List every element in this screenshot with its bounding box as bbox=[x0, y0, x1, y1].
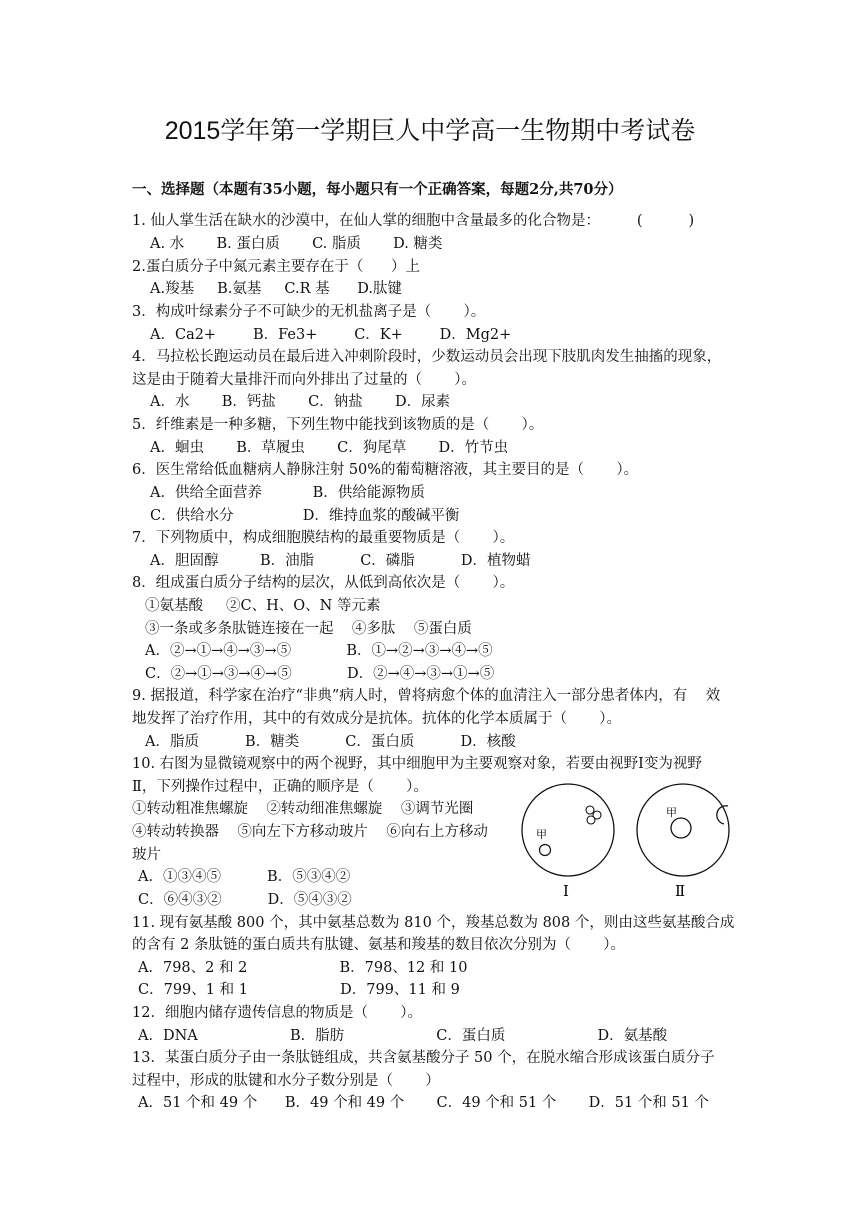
option-line: A．供给全面营养 B．供给能源物质 bbox=[150, 485, 425, 501]
microscope-views-figure bbox=[518, 778, 744, 908]
cell-cluster-c bbox=[587, 816, 595, 824]
option-line: 玻片 bbox=[132, 847, 161, 863]
question-line: 10. 右图为显微镜观察中的两个视野，其中细胞甲为主要观察对象，若要由视野Ⅰ变为视野 bbox=[132, 756, 702, 772]
view-2-label: Ⅱ bbox=[675, 882, 686, 900]
question-line: 6．医生常给低血糖病人静脉注射 50%的葡萄糖溶液，其主要目的是（ ）。 bbox=[132, 462, 639, 478]
question-line: 过程中，形成的肽键和水分子数分别是（ ） bbox=[132, 1073, 440, 1089]
option-line: C．799、1 和 1 D．799、11 和 9 bbox=[138, 982, 460, 998]
option-line: ④转动转换器 ⑤向左下方移动玻片 ⑥向右上方移动 bbox=[132, 824, 488, 840]
option-line: A. 水 B. 蛋白质 C. 脂质 D. 糖类 bbox=[150, 236, 443, 252]
cell-label-2: 甲 bbox=[666, 806, 677, 819]
question-line: 12．细胞内储存遗传信息的物质是（ ）。 bbox=[132, 1005, 422, 1021]
option-line: C．⑥④③② D．⑤④③② bbox=[138, 892, 352, 908]
question-line: 1. 仙人掌生活在缺水的沙漠中，在仙人掌的细胞中含量最多的化合物是： ( ) bbox=[132, 213, 695, 229]
question-line: 5．纤维素是一种多糖，下列生物中能找到该物质的是（ ）。 bbox=[132, 417, 544, 433]
question-line: 8．组成蛋白质分子结构的层次，从低到高依次是（ ）。 bbox=[132, 575, 515, 591]
question-line: 地发挥了治疗作用，其中的有效成分是抗体。抗体的化学本质属于（ ）。 bbox=[132, 711, 622, 727]
section-heading: 一、选择题（本题有35小题，每小题只有一个正确答案，每题2分,共70分） bbox=[132, 181, 623, 198]
question-line: 这是由于随着大量排汗而向外排出了过量的（ ）。 bbox=[132, 372, 477, 388]
option-line: C．②→①→③→④→⑤ D．②→④→③→①→⑤ bbox=[145, 666, 495, 682]
option-line: A．水 B．钙盐 C．钠盐 D．尿素 bbox=[150, 394, 451, 410]
question-line: 13．某蛋白质分子由一条肽链组成，共含氨基酸分子 50 个，在脱水缩合形成该蛋白质分子 bbox=[132, 1050, 715, 1066]
option-line: C．供给水分 D．维持血浆的酸碱平衡 bbox=[150, 508, 460, 524]
option-line: A．②→①→④→③→⑤ B．①→②→③→④→⑤ bbox=[145, 643, 493, 659]
option-line: A．798、2 和 2 B．798、12 和 10 bbox=[138, 960, 468, 976]
option-line: A．Ca2+ B．Fe3+ C．K+ D．Mg2+ bbox=[150, 327, 512, 343]
cell-jia-small bbox=[540, 845, 551, 856]
option-line: A．DNA B．脂肪 C．蛋白质 D．氨基酸 bbox=[138, 1028, 668, 1044]
view-2-circle bbox=[637, 784, 729, 876]
cell-label-1: 甲 bbox=[536, 828, 547, 841]
option-line: ③一条或多条肽链连接在一起 ④多肽 ⑤蛋白质 bbox=[145, 621, 472, 637]
cell-jia-large bbox=[671, 818, 691, 838]
question-line: 11. 现有氨基酸 800 个，其中氨基总数为 810 个，羧基总数为 808 个，则由这些氨基酸合成 bbox=[132, 915, 735, 931]
option-line: A．脂质 B．糖类 C．蛋白质 D．核酸 bbox=[145, 734, 516, 750]
option-line: A．胆固醇 B．油脂 C．磷脂 D．植物蜡 bbox=[150, 553, 531, 569]
option-line: A．51 个和 49 个 B．49 个和 49 个 C．49 个和 51 个 D．51 个和 51 个 bbox=[138, 1095, 709, 1111]
question-line: 4．马拉松长跑运动员在最后进入冲刺阶段时，少数运动员会出现下肢肌肉发生抽搐的现象， bbox=[132, 349, 722, 365]
question-line: 2.蛋白质分子中氮元素主要存在于（ ）上 bbox=[132, 259, 420, 275]
question-line: Ⅱ，下列操作过程中，正确的顺序是（ ）。 bbox=[132, 779, 428, 795]
question-line: 3．构成叶绿素分子不可缺少的无机盐离子是（ ）。 bbox=[132, 304, 486, 320]
view-1-label: Ⅰ bbox=[563, 882, 569, 900]
option-line: A．蛔虫 B．草履虫 C．狗尾草 D．竹节虫 bbox=[150, 440, 509, 456]
option-line: ①氨基酸 ②C、H、O、N 等元素 bbox=[145, 598, 381, 614]
page-title: 2015学年第一学期巨人中学高一生物期中考试卷 bbox=[164, 117, 696, 145]
question-line: 的含有 2 条肽链的蛋白质共有肽键、氨基和羧基的数目依次分别为（ ）。 bbox=[132, 937, 625, 953]
option-line: A.羧基 B.氨基 C.R 基 D.肽键 bbox=[150, 281, 403, 297]
question-line: 7．下列物质中，构成细胞膜结构的最重要物质是（ ）。 bbox=[132, 530, 515, 546]
option-line: A．①③④⑤ B．⑤③④② bbox=[138, 869, 351, 885]
option-line: ①转动粗准焦螺旋 ②转动细准焦螺旋 ③调节光圈 bbox=[132, 801, 474, 817]
cell-cluster-a bbox=[586, 806, 594, 814]
question-line: 9. 据报道，科学家在治疗“非典”病人时，曾将病愈个体的血清注入一部分患者体内，有 效 bbox=[132, 688, 721, 704]
